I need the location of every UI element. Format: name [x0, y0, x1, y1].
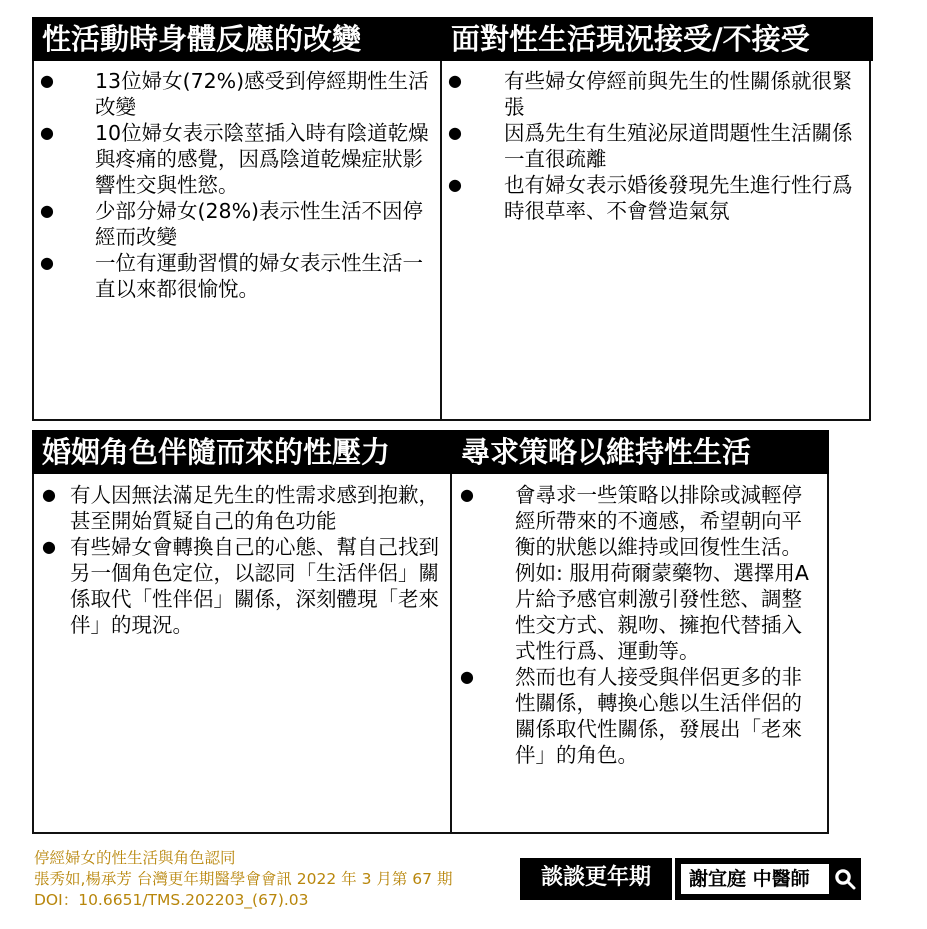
divider-top [440, 61, 442, 421]
list-item: ● 有些婦女停經前與先生的性關係就很緊張 [448, 68, 853, 120]
citation-doi: DOI：10.6651/TMS.202203_(67).03 [34, 891, 309, 909]
header-bottom-left [32, 430, 451, 474]
panel-top-right-body [448, 68, 853, 224]
panel-title: 婚姻角色伴隨而來的性壓力 [42, 435, 391, 469]
panel-bottom-left-body [42, 482, 444, 638]
divider-bottom [450, 474, 452, 834]
panel-title: 面對性生活現況接受/不接受 [451, 22, 810, 56]
tag-menopause-talk[interactable]: 談談更年期 [520, 858, 672, 900]
list-item: ● 13位婦女(72%)感受到停經期性生活改變 [40, 68, 435, 120]
header-top-left [32, 17, 441, 61]
panel-bottom-right-body [460, 482, 810, 768]
list-item: ● 因爲先生有生殖泌尿道問題性生活關係一直很疏離 [448, 120, 853, 172]
list-item: ● 會尋求一些策略以排除或減輕停經所帶來的不適感，希望朝向平衡的狀態以維持或回復性生活。例如: 服用荷爾蒙藥物、選擇用A片給予感官刺激引發性慾、調整性交方式、親吻、擁抱代替插入式性行爲、運動等。 [460, 482, 810, 664]
citation-source: 張秀如,楊承芳 台灣更年期醫學會會訊 2022 年 3 月第 67 期 [34, 870, 453, 888]
header-bottom-right [451, 430, 829, 474]
citation-title: 停經婦女的性生活與角色認同 [34, 849, 236, 867]
panel-title: 尋求策略以維持性生活 [461, 435, 752, 469]
bullet-list [460, 482, 810, 768]
list-item: ● 然而也有人接受與伴侶更多的非性關係，轉換心態以生活伴侶的關係取代性關係，發展出「老來伴」的角色。 [460, 664, 810, 768]
author-badge[interactable] [675, 858, 861, 900]
list-item: ● 10位婦女表示陰莖插入時有陰道乾燥與疼痛的感覺，因爲陰道乾燥症狀影響性交與性慾。 [40, 120, 435, 198]
list-item: ● 少部分婦女(28%)表示性生活不因停經而改變 [40, 198, 435, 250]
list-item: ● 有些婦女會轉換自己的心態、幫自己找到另一個角色定位，以認同「生活伴侶」關係取代「性伴侶」關係，深刻體現「老來伴」的現況。 [42, 534, 444, 638]
author-label-box [680, 863, 830, 895]
bullet-list [40, 68, 435, 302]
list-item: ● 有人因無法滿足先生的性需求感到抱歉，甚至開始質疑自己的角色功能 [42, 482, 444, 534]
list-item: ● 一位有運動習慣的婦女表示性生活一直以來都很愉悅。 [40, 250, 435, 302]
panel-title: 性活動時身體反應的改變 [42, 22, 362, 56]
panel-top-left-body [40, 68, 435, 302]
bullet-list [448, 68, 853, 224]
bullet-list [42, 482, 444, 638]
list-item: ● 也有婦女表示婚後發現先生進行性行爲時很草率、不會營造氣氛 [448, 172, 853, 224]
author-label: 謝宜庭 中醫師 [689, 868, 810, 890]
header-top-right [441, 17, 873, 61]
search-icon[interactable] [833, 867, 857, 891]
